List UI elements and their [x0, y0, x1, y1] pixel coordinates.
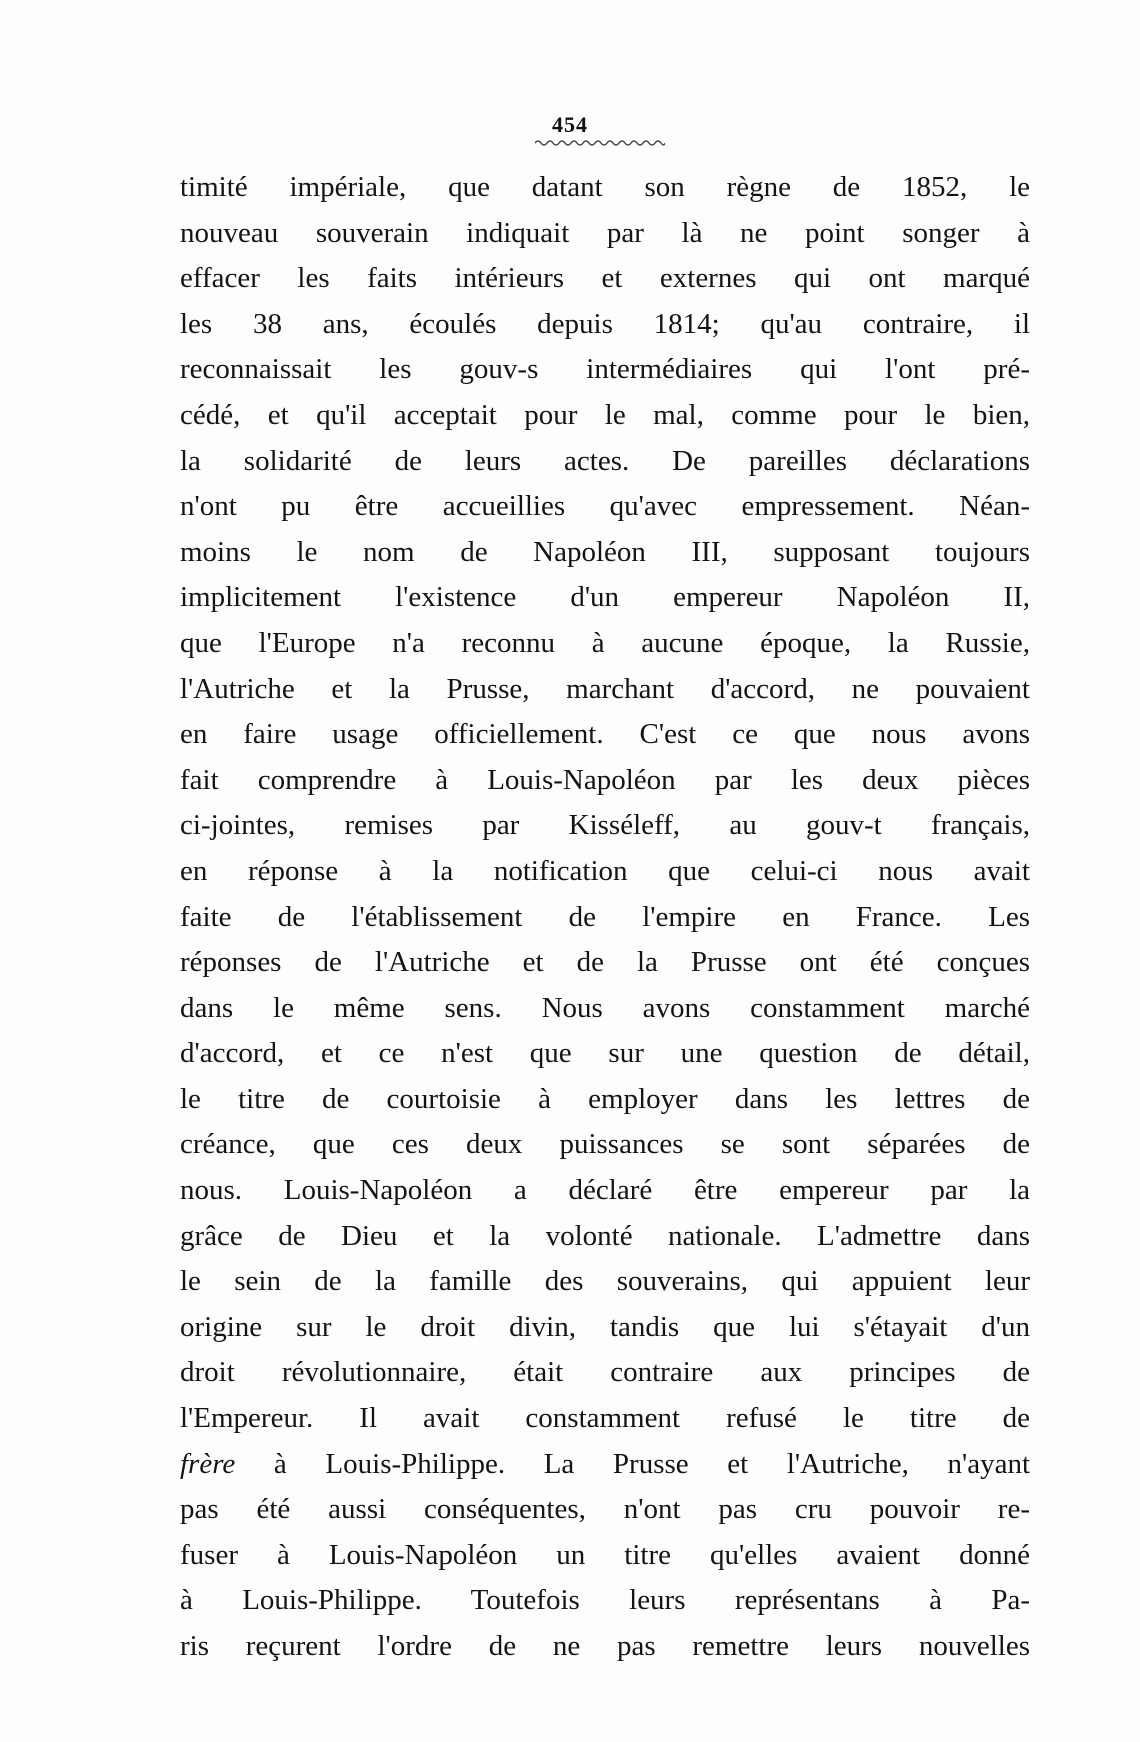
text-line: n'ont pu être accueillies qu'avec empressement. Néan-	[180, 490, 1030, 523]
text-line-rest: à Louis-Philippe. La Prusse et l'Autriche, n'ayant	[235, 1447, 1030, 1480]
text-line: droit révolutionnaire, était contraire aux principes de	[180, 1356, 1030, 1389]
text-line: la solidarité de leurs actes. De pareilles déclarations	[180, 444, 1030, 477]
text-line: moins le nom de Napoléon III, supposant toujours	[180, 535, 1030, 568]
italic-word: frère	[180, 1447, 236, 1480]
text-line: ris reçurent l'ordre de ne pas remettre leurs nouvelles	[180, 1630, 1030, 1662]
page-number: 454	[552, 112, 588, 137]
text-line: implicitement l'existence d'un empereur Napoléon II,	[180, 581, 1030, 614]
text-line: à Louis-Philippe. Toutefois leurs représentans à Pa-	[180, 1584, 1030, 1617]
text-line	[180, 1442, 1030, 1488]
wavy-rule-ornament	[535, 138, 665, 148]
text-line: grâce de Dieu et la volonté nationale. L'admettre dans	[180, 1219, 1030, 1252]
text-line: fait comprendre à Louis-Napoléon par les deux pièces	[180, 763, 1030, 796]
body-text	[180, 165, 1030, 1670]
text-line: le sein de la famille des souverains, qui appuient leur	[180, 1265, 1030, 1298]
text-line: nouveau souverain indiquait par là ne point songer à	[180, 216, 1030, 249]
text-line: reconnaissait les gouv-s intermédiaires qui l'ont pré-	[180, 353, 1030, 386]
text-line: effacer les faits intérieurs et externes qui ont marqué	[180, 262, 1030, 295]
text-line: les 38 ans, écoulés depuis 1814; qu'au contraire, il	[180, 307, 1030, 340]
text-line: faite de l'établissement de l'empire en France. Les	[180, 900, 1030, 933]
text-line: l'Autriche et la Prusse, marchant d'accord, ne pouvaient	[180, 672, 1030, 705]
text-line: en faire usage officiellement. C'est ce que nous avons	[180, 718, 1030, 751]
text-line: nous. Louis-Napoléon a déclaré être empereur par la	[180, 1174, 1030, 1207]
text-line: en réponse à la notification que celui-ci nous avait	[180, 854, 1030, 887]
text-line: ci-jointes, remises par Kisséleff, au gouv-t français,	[180, 809, 1030, 842]
text-line: que l'Europe n'a reconnu à aucune époque, la Russie,	[180, 626, 1030, 659]
text-line: réponses de l'Autriche et de la Prusse ont été conçues	[180, 946, 1030, 979]
text-line: l'Empereur. Il avait constamment refusé le titre de	[180, 1402, 1030, 1435]
text-line: d'accord, et ce n'est que sur une question de détail,	[180, 1037, 1030, 1070]
text-line: pas été aussi conséquentes, n'ont pas cru pouvoir re-	[180, 1493, 1030, 1526]
text-line: fuser à Louis-Napoléon un titre qu'elles avaient donné	[180, 1538, 1030, 1571]
text-line: cédé, et qu'il acceptait pour le mal, comme pour le bien,	[180, 398, 1030, 431]
text-line: créance, que ces deux puissances se sont séparées de	[180, 1128, 1030, 1161]
text-line: origine sur le droit divin, tandis que lui s'étayait d'un	[180, 1310, 1030, 1343]
text-line: le titre de courtoisie à employer dans les lettres de	[180, 1082, 1030, 1115]
text-line: dans le même sens. Nous avons constamment marché	[180, 991, 1030, 1024]
text-line: timité impériale, que datant son règne de 1852, le	[180, 171, 1030, 203]
